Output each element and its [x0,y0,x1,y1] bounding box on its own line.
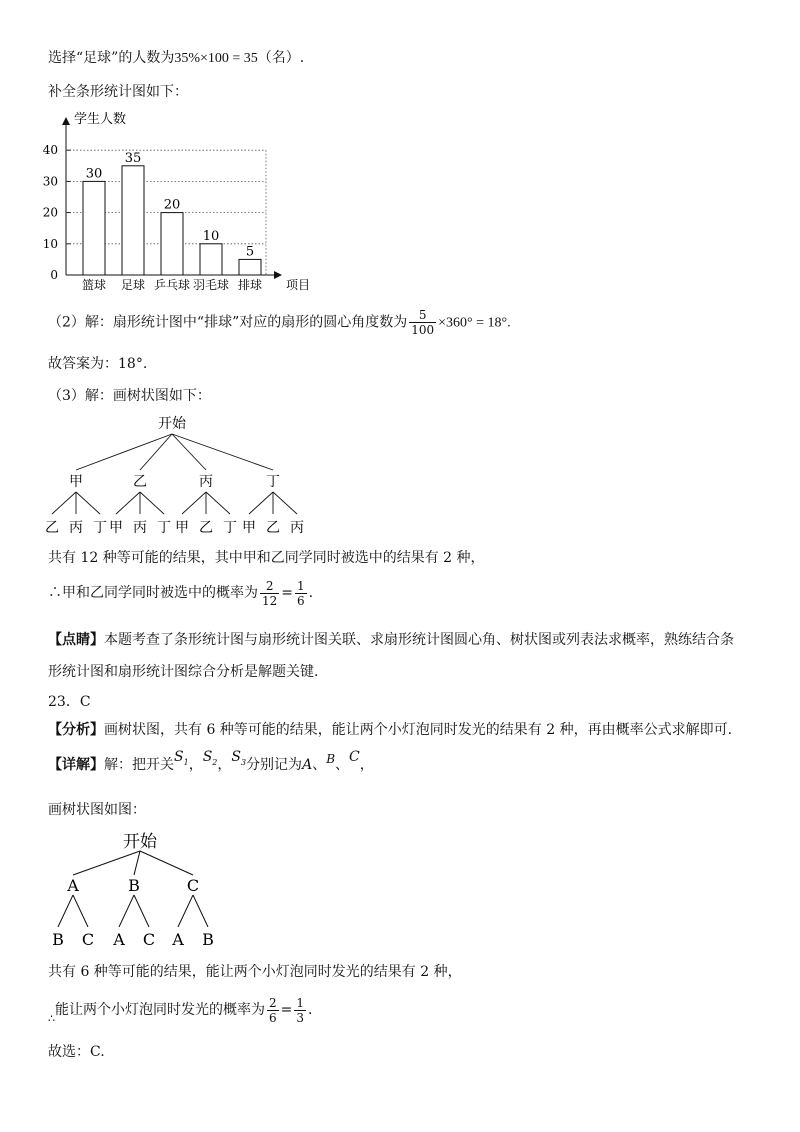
numerator: 1 [297,578,305,593]
bar-value-label: 30 [85,166,103,182]
denominator: 6 [269,1010,277,1025]
equals-sign: = [280,1002,293,1018]
denominator: 3 [296,1010,305,1025]
tree-branch [52,492,76,514]
probability-line-2 [48,994,312,1027]
tree-node-level2: 乙 [45,520,59,536]
label-a: A [302,757,313,773]
tree-node-level2: 乙 [199,520,213,536]
tree-branch [178,895,193,927]
y-tick-label: 30 [42,174,58,189]
denominator: 6 [297,593,305,608]
denominator: 12 [262,593,278,608]
label-b: B [326,752,336,766]
x-axis-arrow [274,271,282,279]
tree-root: 开始 [123,832,157,852]
question-23-answer: 23．C [48,694,91,710]
text-segment: 解：把开关 [104,757,174,773]
switch-letter: S [174,749,184,765]
equals-sign: = [281,585,294,601]
label-c: C [349,749,360,765]
y-tick-label: 0 [50,268,58,282]
switch-s1 [174,749,189,765]
answer-line-angle [48,308,511,338]
y-tick-label: 20 [42,205,58,220]
fraction [409,308,436,337]
bar-value-label: 20 [163,197,181,213]
denominator: 100 [411,323,435,337]
tree-node-level2: 丙 [290,520,304,536]
x-tick-label: 排球 [237,278,263,292]
tree-branch [76,492,100,514]
tree-node-level2: 丁 [157,520,171,536]
outcome-count: 共有 12 种等可能的结果，其中甲和乙同学同时被选中的结果有 2 种， [48,550,485,566]
tree-branch [73,851,140,875]
final-answer: 故选：C. [48,1044,105,1060]
text-segment: 能让两个小灯泡同时发光的概率为 [55,1002,265,1018]
tree-branch [140,492,164,514]
text-segment: 分别记为 [246,757,303,773]
tree-node-level2: 丁 [223,520,237,536]
bar [161,213,183,275]
tree-branch [172,434,206,470]
part3-intro: （3）解：画树状图如下： [48,388,211,404]
y-axis-label: 学生人数 [74,112,127,127]
tree-branch [58,895,73,927]
separator: ， [359,757,374,773]
tree-node-level1: 乙 [133,474,147,490]
switch-s3 [231,749,246,765]
tree-node-level2: B [202,930,214,949]
subscript: 3 [240,757,247,767]
text-segment: ×360° = 18°. [438,315,511,331]
switch-letter: S [202,749,213,765]
tree-node-level2: C [142,930,156,949]
x-axis-label: 项目 [286,278,311,292]
tree-branch [76,434,172,470]
analysis-tag: 【分析】 [48,722,104,738]
tree-diagram-switches [40,825,240,955]
text-segment: 画树状图，共有 6 种等可能的结果，能让两个小灯泡同时发光的结果有 2 种，再由概率公式求解即可. [104,722,733,738]
x-tick-label: 乒乓球 [153,278,191,292]
tree-node-level2: 丙 [133,520,147,536]
tree-branch [134,895,149,927]
numerator: 2 [260,579,279,594]
text-segment: 本题考查了条形统计图与扇形统计图关联、求扇形统计图圆心角、树状图或列表法求概率，熟练结合条 [104,632,734,648]
numerator: 2 [269,995,277,1010]
analysis-line [48,720,732,740]
bar-value-label: 5 [245,244,255,260]
tree-branch [134,851,140,875]
tree-branch [193,895,208,927]
numerator: 1 [296,995,305,1010]
subscript: 1 [183,757,189,767]
bar-value-label: 35 [124,150,142,166]
tree-branch [116,492,140,514]
tree-intro: 画树状图如图： [48,802,146,818]
probability-line [48,578,313,608]
text-segment: . [308,585,314,601]
numerator: 5 [409,308,436,323]
tree-node-level2: 甲 [109,520,123,536]
bar [122,166,144,275]
chart-intro: 补全条形统计图如下： [48,84,188,100]
tree-branch [73,895,88,927]
tree-branch [206,492,230,514]
tree-node-level2: B [52,930,64,949]
switch-s2 [203,749,218,765]
tree-node-level1: 丙 [199,474,213,490]
bar [239,259,261,275]
tree-diagram-people [40,408,340,548]
tree-node-level2: 甲 [242,520,256,536]
tree-node-level1: 甲 [69,474,83,490]
tree-node-level2: 丙 [69,520,83,536]
fraction [294,996,306,1025]
detail-line [48,749,374,784]
detail-tag: 【详解】 [48,757,104,773]
separator: ， [188,757,203,773]
separator: ， [217,757,232,773]
tree-node-level1: A [67,876,79,895]
tree-node-level1: 丁 [266,474,280,490]
separator: 、 [312,757,327,773]
y-axis-arrow [62,117,70,125]
tree-node-level1: B [128,876,140,895]
outcome-count-2: 共有 6 种等可能的结果，能让两个小灯泡同时发光的结果有 2 种， [48,964,462,980]
tree-branch [140,851,193,875]
math-expression: 35%×100 = 35 [174,51,258,66]
y-tick-label: 10 [42,236,58,251]
tree-branch [273,492,297,514]
subscript: 2 [212,757,218,767]
tree-node-level2: 甲 [175,520,189,536]
switch-letter: S [231,749,241,765]
tree-node-level2: A [172,930,184,949]
text-segment: （2）解：扇形统计图中“排球”对应的扇形的圆心角度数为 [48,314,408,331]
bar [200,244,222,275]
fraction [295,579,307,608]
tree-node-level2: 丁 [93,520,107,536]
tree-node-level1: C [186,876,200,895]
tree-branch [249,492,273,514]
separator: 、 [335,757,350,773]
answer-line-football [48,48,304,69]
comment-tag: 【点睛】 [48,632,104,648]
text-segment: . [308,1002,313,1018]
tree-node-level2: 乙 [266,520,280,536]
comment-line-2: 形统计图和扇形统计图综合分析是解题关键. [48,664,319,680]
text-segment: ∴甲和乙同学同时被选中的概率为 [48,585,258,601]
tree-branch [140,434,172,470]
text-segment: （名）. [257,50,305,66]
fraction [260,579,279,608]
tree-branch [182,492,206,514]
therefore-symbol: ∴ [48,1012,55,1025]
tree-node-level2: A [113,930,125,949]
x-tick-label: 羽毛球 [192,278,230,292]
bar-chart [40,105,320,295]
answer-result: 故答案为：18°. [48,356,148,372]
y-tick-label: 40 [42,143,58,158]
comment-line-1 [48,630,734,650]
bar-value-label: 10 [202,228,220,244]
x-tick-label: 足球 [120,278,146,292]
tree-branch [119,895,134,927]
x-tick-label: 篮球 [81,278,107,292]
tree-branch [172,434,273,470]
tree-root: 开始 [158,416,186,432]
bar [83,181,105,275]
text-segment: 选择“足球”的人数为 [48,50,175,66]
fraction [267,996,279,1025]
tree-node-level2: C [81,930,95,949]
